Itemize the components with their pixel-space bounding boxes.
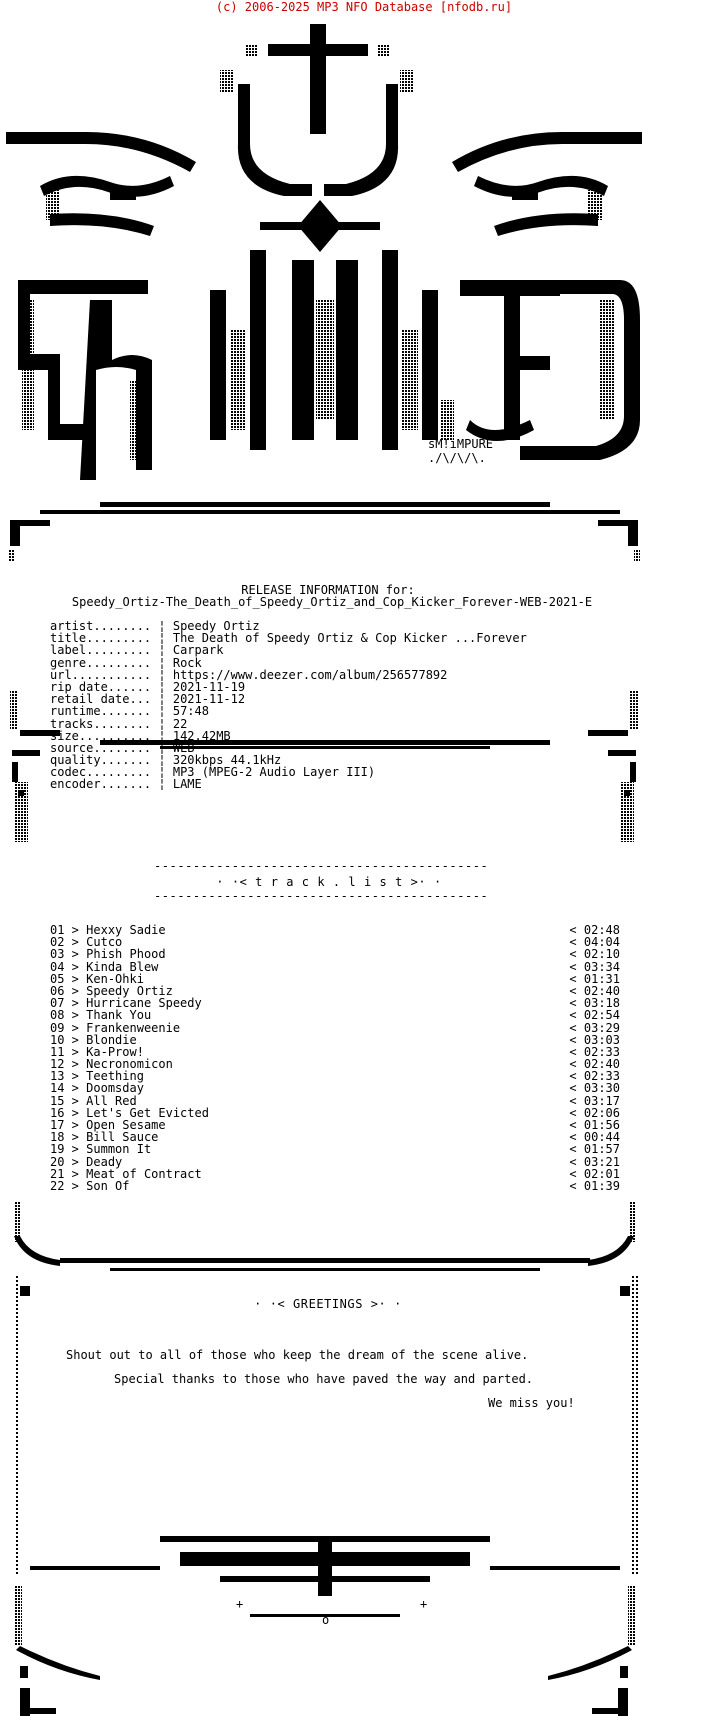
field-row: codec......... ¦ MP3 (MPEG-2 Audio Layer III) [50,765,376,780]
track-duration: < 02:33 [569,1069,620,1084]
tracklist-rule-top: ------------------------------------------- [154,859,489,873]
track-title: Deady [86,1154,123,1169]
track-row: 01 > Hexxy Sadie < 02:48 [50,923,620,937]
field-value: 2021-11-12 [172,692,246,707]
track-duration: < 01:57 [569,1142,620,1157]
track-row: 08 > Thank You < 02:54 [50,1008,620,1023]
track-duration: < 03:29 [569,1020,620,1035]
field-value: MP3 (MPEG-2 Audio Layer III) [172,765,376,780]
logo-ascii-art [0,14,728,534]
field-row: rip date...... ¦ 2021-11-19 [50,679,246,694]
track-number: 19 [50,1142,65,1157]
track-title: Necronomicon [86,1057,173,1072]
track-row: 14 > Doomsday < 03:30 [50,1081,620,1096]
track-row: 19 > Summon It < 01:57 [50,1142,620,1157]
field-row: tracks........ ¦ 22 [50,716,188,731]
track-number: 02 [50,935,65,950]
track-duration: < 02:01 [569,1166,620,1181]
track-number: 10 [50,1032,65,1047]
field-key: quality....... [50,753,152,768]
field-key: runtime....... [50,704,152,719]
track-duration: < 00:44 [569,1130,620,1145]
track-number: 09 [50,1020,65,1035]
field-key: genre......... [50,655,152,670]
track-number: 04 [50,959,65,974]
track-row: 17 > Open Sesame < 01:56 [50,1118,620,1132]
field-key: url........... [50,667,152,682]
field-value: Speedy Ortiz [172,619,260,633]
track-number: 18 [50,1130,65,1145]
release-name: Speedy_Ortiz-The_Death_of_Speedy_Ortiz_and_Cop_Kicker_Forever-WEB-2021-E [71,595,593,609]
track-title: Let's Get Evicted [86,1105,209,1120]
field-key: size.......... [50,728,152,743]
track-title: Bill Sauce [86,1130,159,1145]
track-title: Frankenweenie [86,1020,181,1035]
field-row: quality....... ¦ 320kbps 44.1kHz [50,753,282,768]
track-title: Cutco [86,935,123,950]
track-row: 07 > Hurricane Speedy < 03:18 [50,996,620,1011]
track-duration: < 02:06 [569,1105,620,1120]
track-duration: < 03:17 [569,1093,620,1108]
track-title: Thank You [86,1008,152,1023]
greetings-frame [0,1196,728,1728]
greetings-line-1: Shout out to all of those who keep the dream of the scene alive. [66,1348,529,1362]
track-row: 10 > Blondie < 03:03 [50,1032,620,1047]
track-number: 14 [50,1081,65,1096]
track-row: 16 > Let's Get Evicted < 02:06 [50,1105,620,1120]
track-number: 03 [50,947,65,962]
track-list [50,924,620,1192]
track-number: 16 [50,1105,65,1120]
track-title: Kinda Blew [86,959,159,974]
svg-text:o: o [322,1613,330,1627]
track-number: 12 [50,1057,65,1072]
track-duration: < 03:30 [569,1081,620,1096]
track-row: 18 > Bill Sauce < 00:44 [50,1130,620,1145]
track-row: 13 > Teething < 02:33 [50,1069,620,1084]
track-title: Ka-Prow! [86,1044,144,1059]
track-row: 09 > Frankenweenie < 03:29 [50,1020,620,1035]
track-number: 05 [50,971,65,986]
track-duration: < 04:04 [569,935,620,950]
track-duration: < 01:56 [569,1118,620,1132]
track-title: Blondie [86,1032,137,1047]
field-key: rip date...... [50,679,152,694]
track-row: 20 > Deady < 03:21 [50,1154,620,1169]
track-duration: < 03:21 [569,1154,620,1169]
track-duration: < 02:33 [569,1044,620,1059]
track-title: Phish Phood [86,947,166,962]
field-value: 57:48 [172,704,209,719]
track-row: 04 > Kinda Blew < 03:34 [50,959,620,974]
track-row: 15 > All Red < 03:17 [50,1093,620,1108]
field-key: source........ [50,740,152,755]
track-duration: < 02:48 [569,923,620,937]
field-row: source........ ¦ WEB [50,740,195,755]
source-header: (c) 2006-2025 MP3 NFO Database [nfodb.ru] [215,0,513,14]
track-duration: < 02:54 [569,1008,620,1023]
logo-credit-1: sM!iMPURE [428,437,494,451]
track-title: Teething [86,1069,144,1084]
track-number: 17 [50,1118,65,1132]
field-row: artist........ ¦ Speedy Ortiz [50,619,260,633]
field-row: title......... ¦ The Death of Speedy Ortiz & Cop Kicker ...Forever [50,631,527,646]
field-key: title......... [50,631,152,646]
track-row: 11 > Ka-Prow! < 02:33 [50,1044,620,1059]
track-number: 15 [50,1093,65,1108]
track-number: 21 [50,1166,65,1181]
field-value: LAME [172,777,202,792]
field-row: encoder....... ¦ LAME [50,777,202,792]
track-title: Meat of Contract [86,1166,202,1181]
track-row: 21 > Meat of Contract < 02:01 [50,1166,620,1181]
track-number: 06 [50,983,65,998]
track-duration: < 02:10 [569,947,620,962]
track-duration: < 03:34 [569,959,620,974]
greetings-line-3: We miss you! [488,1396,575,1410]
field-row: retail date... ¦ 2021-11-12 [50,692,246,707]
track-duration: < 01:39 [569,1178,620,1193]
field-row: size.......... ¦ 142.42MB [50,728,231,743]
greetings-line-2: Special thanks to those who have paved the way and parted. [114,1372,534,1386]
track-number: 13 [50,1069,65,1084]
field-row: url........... ¦ https://www.deezer.com/album/256577892 [50,667,448,682]
field-value: 22 [172,716,188,731]
field-value: https://www.deezer.com/album/256577892 [172,667,448,682]
logo-credit-2: ./\/\/\. [428,451,486,465]
track-title: Ken-Ohki [86,971,144,986]
track-title: All Red [86,1093,137,1108]
track-number: 11 [50,1044,65,1059]
field-key: tracks........ [50,716,152,731]
track-row: 03 > Phish Phood < 02:10 [50,947,620,962]
track-row: 02 > Cutco < 04:04 [50,935,620,950]
track-title: Summon It [86,1142,152,1157]
field-value: 2021-11-19 [172,679,246,694]
track-row: 12 > Necronomicon < 02:40 [50,1057,620,1072]
field-value: Rock [172,655,202,670]
field-key: encoder....... [50,777,152,792]
svg-text:+: + [236,1597,244,1611]
field-value: 142.42MB [172,728,231,743]
track-title: Hexxy Sadie [86,923,166,937]
track-duration: < 03:18 [569,996,620,1011]
svg-text:+: + [420,1597,428,1611]
track-title: Speedy Ortiz [86,983,173,998]
track-row: 05 > Ken-Ohki < 01:31 [50,971,620,986]
track-duration: < 03:03 [569,1032,620,1047]
field-value: 320kbps 44.1kHz [172,753,282,768]
field-key: codec......... [50,765,152,780]
field-row: runtime....... ¦ 57:48 [50,704,209,719]
track-number: 20 [50,1154,65,1169]
track-number: 22 [50,1178,65,1193]
track-title: Son Of [86,1178,130,1193]
track-title: Hurricane Speedy [86,996,202,1011]
field-row: genre......... ¦ Rock [50,655,202,670]
tracklist-heading: · ·< t r a c k . l i s t >· · [216,875,442,889]
track-number: 07 [50,996,65,1011]
track-number: 01 [50,923,65,937]
field-value: Carpark [172,643,224,658]
track-row: 22 > Son Of < 01:39 [50,1178,620,1193]
greetings-heading: · ·< GREETINGS >· · [254,1297,402,1311]
track-duration: < 02:40 [569,1057,620,1072]
release-heading: RELEASE INFORMATION for: [241,583,415,597]
track-duration: < 01:31 [569,971,620,986]
field-key: label......... [50,643,152,658]
release-fields [50,620,527,791]
tracklist-rule-bottom: ------------------------------------------- [154,889,489,903]
track-row: 06 > Speedy Ortiz < 02:40 [50,983,620,998]
track-title: Open Sesame [86,1118,166,1132]
track-duration: < 02:40 [569,983,620,998]
track-title: Doomsday [86,1081,144,1096]
field-value: WEB [172,740,195,755]
field-value: The Death of Speedy Ortiz & Cop Kicker ...Forever [172,631,527,646]
field-key: retail date... [50,692,152,707]
field-key: artist........ [50,619,152,633]
track-number: 08 [50,1008,65,1023]
field-row: label......... ¦ Carpark [50,643,224,658]
